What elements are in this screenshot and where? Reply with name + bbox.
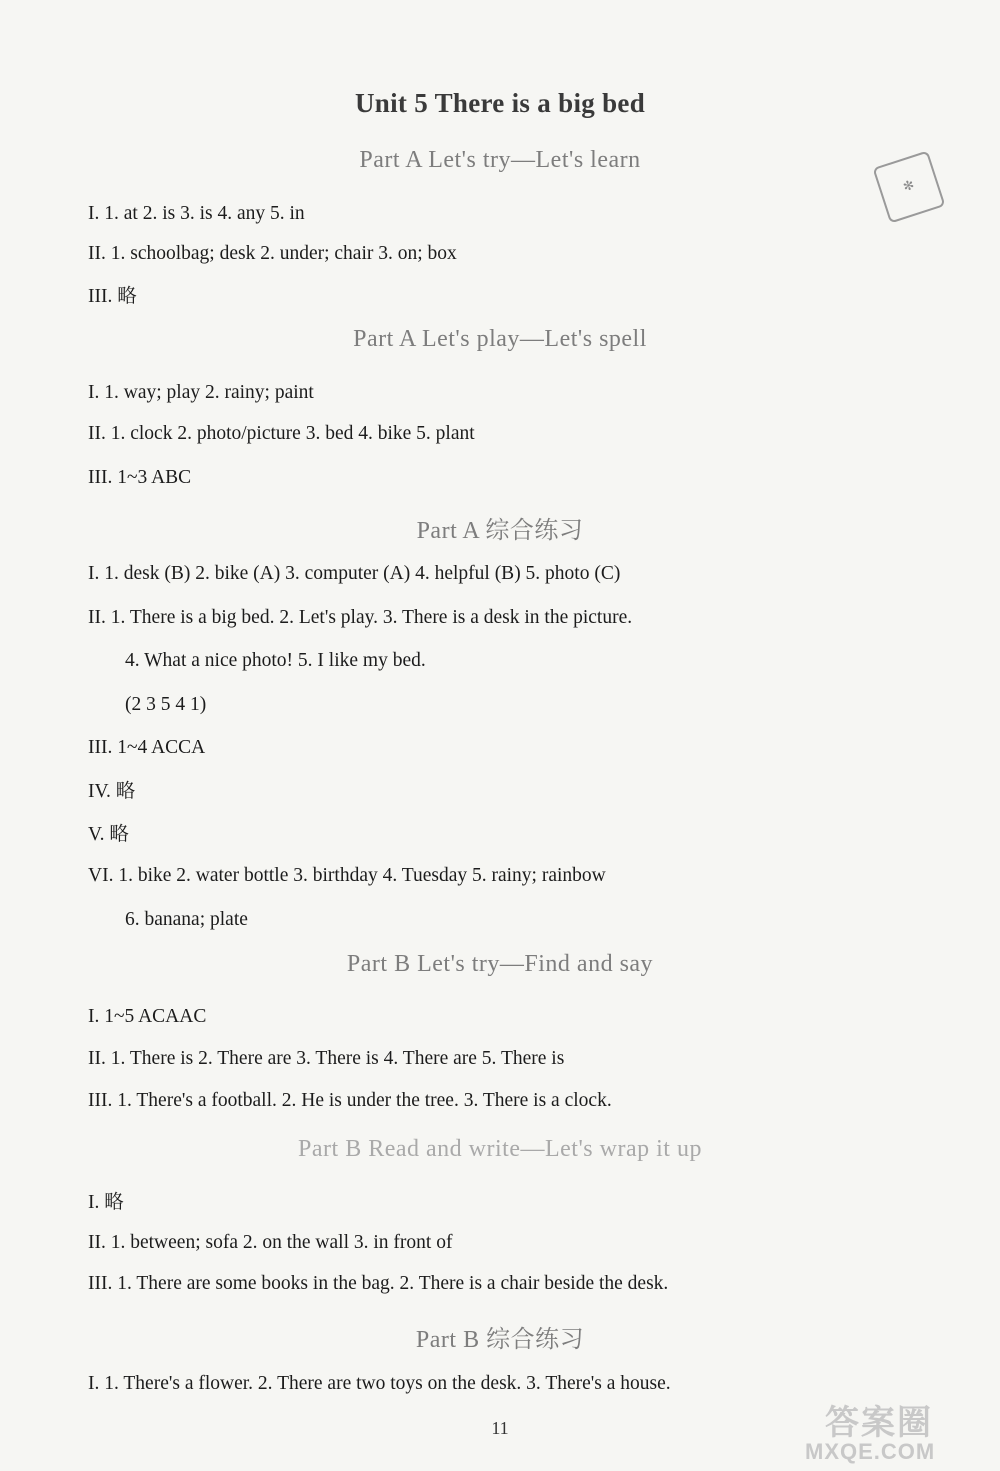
answer-line: I. 1. way; play 2. rainy; paint: [88, 382, 314, 403]
answer-line: VI. 1. bike 2. water bottle 3. birthday 4. Tuesday 5. rainy; rainbow: [88, 865, 606, 886]
answer-line: I. 1. at 2. is 3. is 4. any 5. in: [88, 203, 305, 224]
section-heading-part-b-try-find: Part B Let's try—Find and say: [346, 951, 654, 977]
page-number: 11: [491, 1418, 509, 1438]
answer-line: IV. 略: [88, 781, 136, 802]
answer-line: III. 略: [88, 286, 137, 307]
answer-line: III. 1. There are some books in the bag. 2. There is a chair beside the desk.: [88, 1273, 669, 1294]
answer-line: 6. banana; plate: [125, 909, 248, 930]
watermark-text: 答案圈: [825, 1404, 933, 1442]
answer-line: I. 1. desk (B) 2. bike (A) 3. computer (A) 4. helpful (B) 5. photo (C): [88, 563, 621, 584]
answer-line: II. 1. schoolbag; desk 2. under; chair 3. on; box: [88, 243, 457, 264]
watermark-logo: [795, 1395, 995, 1471]
watermark-url: MXQE.COM: [805, 1439, 936, 1464]
section-heading-part-b-read-write: Part B Read and write—Let's wrap it up: [298, 1136, 702, 1162]
section-heading-part-b-review: Part B 综合练习: [415, 1327, 585, 1353]
answer-line: III. 1~3 ABC: [88, 467, 192, 488]
answer-line: V. 略: [88, 824, 129, 845]
section-heading-part-a-review: Part A 综合练习: [416, 518, 584, 544]
section-heading-part-a-try-learn: Part A Let's try—Let's learn: [359, 147, 641, 173]
answer-line: II. 1. There is 2. There are 3. There is 4. There are 5. There is: [88, 1048, 565, 1069]
answer-line: I. 1. There's a flower. 2. There are two toys on the desk. 3. There's a house.: [88, 1373, 671, 1394]
answer-line: (2 3 5 4 1): [125, 694, 207, 715]
answer-line: 4. What a nice photo! 5. I like my bed.: [125, 650, 426, 671]
answer-line: III. 1~4 ACCA: [88, 737, 206, 758]
section-heading-part-a-play-spell: Part A Let's play—Let's spell: [353, 326, 647, 352]
answer-line: I. 1~5 ACAAC: [88, 1006, 207, 1027]
stamp-icon: ✻: [872, 150, 945, 223]
answer-line: I. 略: [88, 1192, 124, 1213]
answer-line: III. 1. There's a football. 2. He is under the tree. 3. There is a clock.: [88, 1090, 612, 1111]
answer-line: II. 1. between; sofa 2. on the wall 3. in front of: [88, 1232, 453, 1253]
answer-line: II. 1. There is a big bed. 2. Let's play. 3. There is a desk in the picture.: [88, 607, 633, 628]
answer-line: II. 1. clock 2. photo/picture 3. bed 4. bike 5. plant: [88, 423, 475, 444]
unit-title: Unit 5 There is a big bed: [354, 88, 646, 118]
